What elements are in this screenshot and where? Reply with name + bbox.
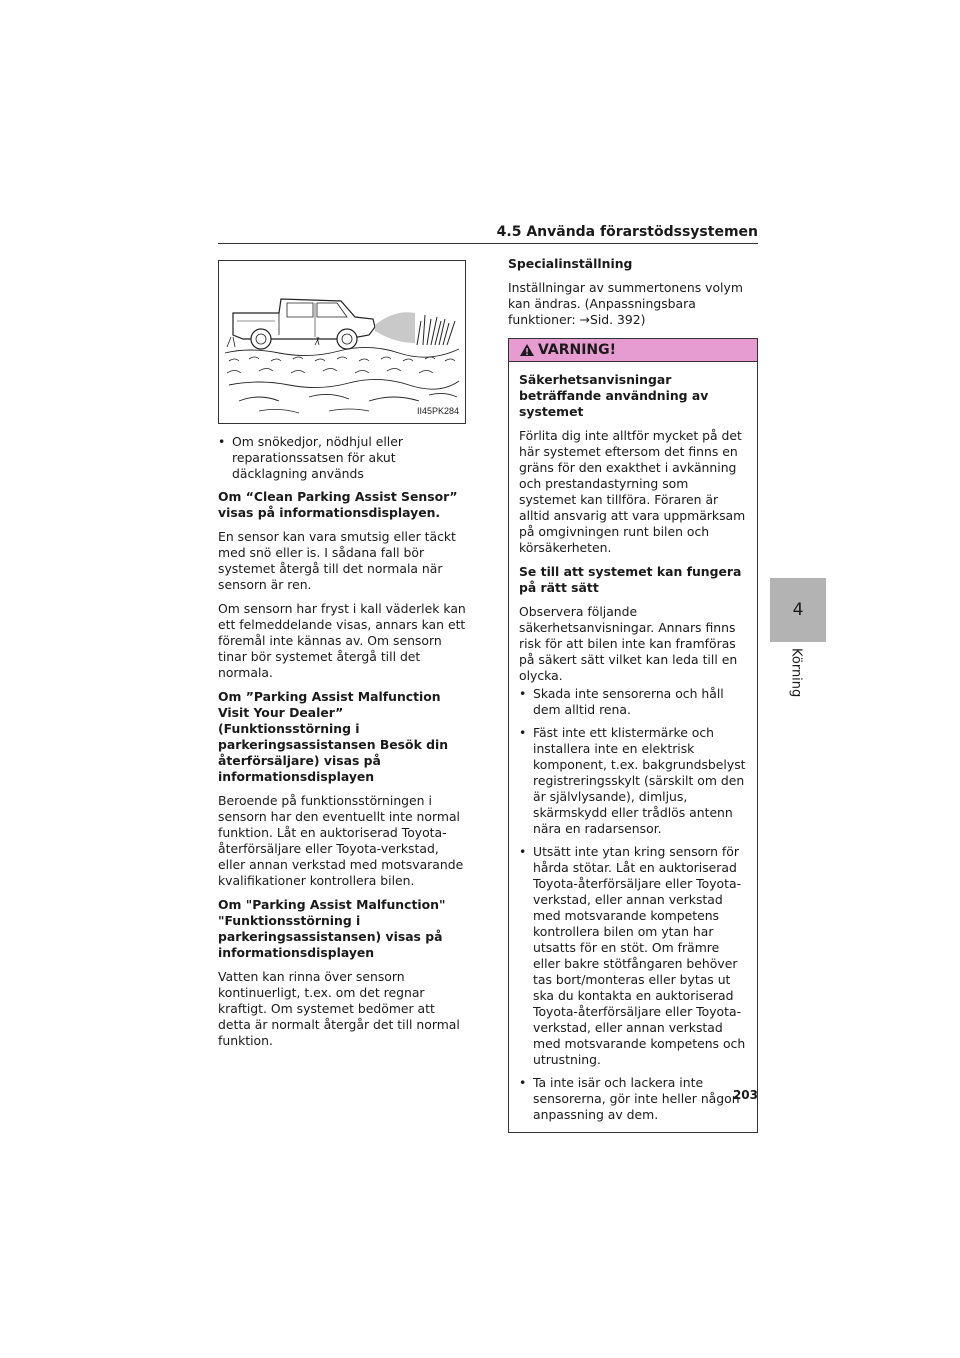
warning-bullet [519,725,747,837]
warning-bullet [519,686,747,718]
paragraph-special-setting: Inställningar av summertonens volym kan ändras. (Anpassningsbara funktioner: →Sid. 392) [508,280,743,327]
warning-bullet-text: Fäst inte ett klistermärke och installera inte en elektrisk komponent, t.ex. bakgrundsbelyst registreringsskylt (särskilt om den är självlysande), dimljus, skärmskydd eller trådlös antenn nära en radarsensor. [533,725,746,836]
warning-bullet-text: Utsätt inte ytan kring sensorn för hårda stötar. Låt en auktoriserad Toyota-återförsäljare eller Toyota-verkstad, eller annan verkstad med motsvarande kompetens kontrollera bilen om ytan har utsatts för en stöt. Om främre eller bakre stötfångaren behöver tas bort/monteras eller bytas ut ska du kontakta en auktoriserad Toyota-återförsäljare eller Toyota-verkstad, eller annan verkstad med motsvarande kompetens och utrustning. [533,844,746,1067]
paragraph-malfunction-visit: Beroende på funktionsstörningen i sensorn har den eventuellt inte normal funktion. Låt en auktoriserad Toyota-återförsäljare eller Toyota-verkstad, eller annan verkstad med motsvarande kvalifikationer kontrollera bilen. [218,793,464,888]
bullet-item [218,434,466,482]
bullet-dot: • [519,725,527,740]
right-column [508,256,758,1133]
warning-body [509,362,757,1132]
truck-drawing [219,261,465,423]
figure-code: II45PK284 [416,406,459,416]
warning-paragraph-function: Observera följande säkerhetsanvisningar. Annars finns risk för att bilen inte kan framföras på säkert sätt vilket kan leda till en olycka. [519,604,738,683]
paragraph-malfunction: Vatten kan rinna över sensorn kontinuerligt, t.ex. om det regnar kraftigt. Om systemet bedömer att detta är normalt återgår det till normal funktion. [218,969,460,1048]
warning-title: VARNING! [538,342,617,358]
chapter-tab[interactable] [770,578,826,642]
heading-special-setting: Specialinställning [508,256,633,271]
paragraph-clean-1: En sensor kan vara smutsig eller täckt med snö eller is. I sådana fall bör systemet återgå till det normala när sensorn är ren. [218,529,456,592]
warning-triangle-icon [519,343,535,357]
header-rule [218,243,758,244]
heading-malfunction: Om "Parking Assist Malfunction" "Funktionsstörning i parkeringsassistansen) visas på informationsdisplayen [218,897,446,960]
paragraph-clean-2: Om sensorn har fryst i kall väderlek kan ett felmeddelande visas, annars kan ett föremål inte kännas av. Om sensorn tinar bör systemet återgå till det normala. [218,601,466,680]
warning-bullet [519,844,747,1068]
bullet-dot: • [519,1075,527,1090]
bullet-text: Om snökedjor, nödhjul eller reparationssatsen för akut däcklagning används [232,434,403,481]
heading-clean-sensor: Om “Clean Parking Assist Sensor” visas på informationsdisplayen. [218,489,458,520]
chapter-number: 4 [792,600,804,620]
bullet-dot: • [218,434,226,449]
warning-bullet-text: Ta inte isär och lackera inte sensorerna, gör inte heller någon anpassning av dem. [533,1075,740,1122]
page-number: 203 [732,1088,758,1102]
section-header: 4.5 Använda förarstödssystemen [496,224,758,240]
truck-illustration [218,260,466,424]
warning-bullet-text: Skada inte sensorerna och håll dem alltid rena. [533,686,724,717]
left-column [218,260,466,1057]
chapter-label-container [776,648,816,718]
heading-malfunction-visit: Om ”Parking Assist Malfunction Visit Your Dealer” (Funktionsstörning i parkeringsassistansen Besök din återförsäljare) visas på informationsdisplayen [218,689,449,784]
warning-heading-safety: Säkerhetsanvisningar beträffande användning av systemet [519,372,709,419]
warning-box [508,338,758,1133]
warning-heading-function: Se till att systemet kan fungera på rätt sätt [519,564,742,595]
chapter-label: Körning [788,648,804,698]
warning-header [509,339,757,362]
bullet-dot: • [519,844,527,859]
warning-paragraph-safety: Förlita dig inte alltför mycket på det här systemet eftersom det finns en gräns för den exakthet i avkänning och prestandastyrning som systemet kan tillföra. Föraren är alltid ansvarig att vara uppmärksam på omgivningen runt bilen och körsäkerheten. [519,428,746,555]
bullet-dot: • [519,686,527,701]
